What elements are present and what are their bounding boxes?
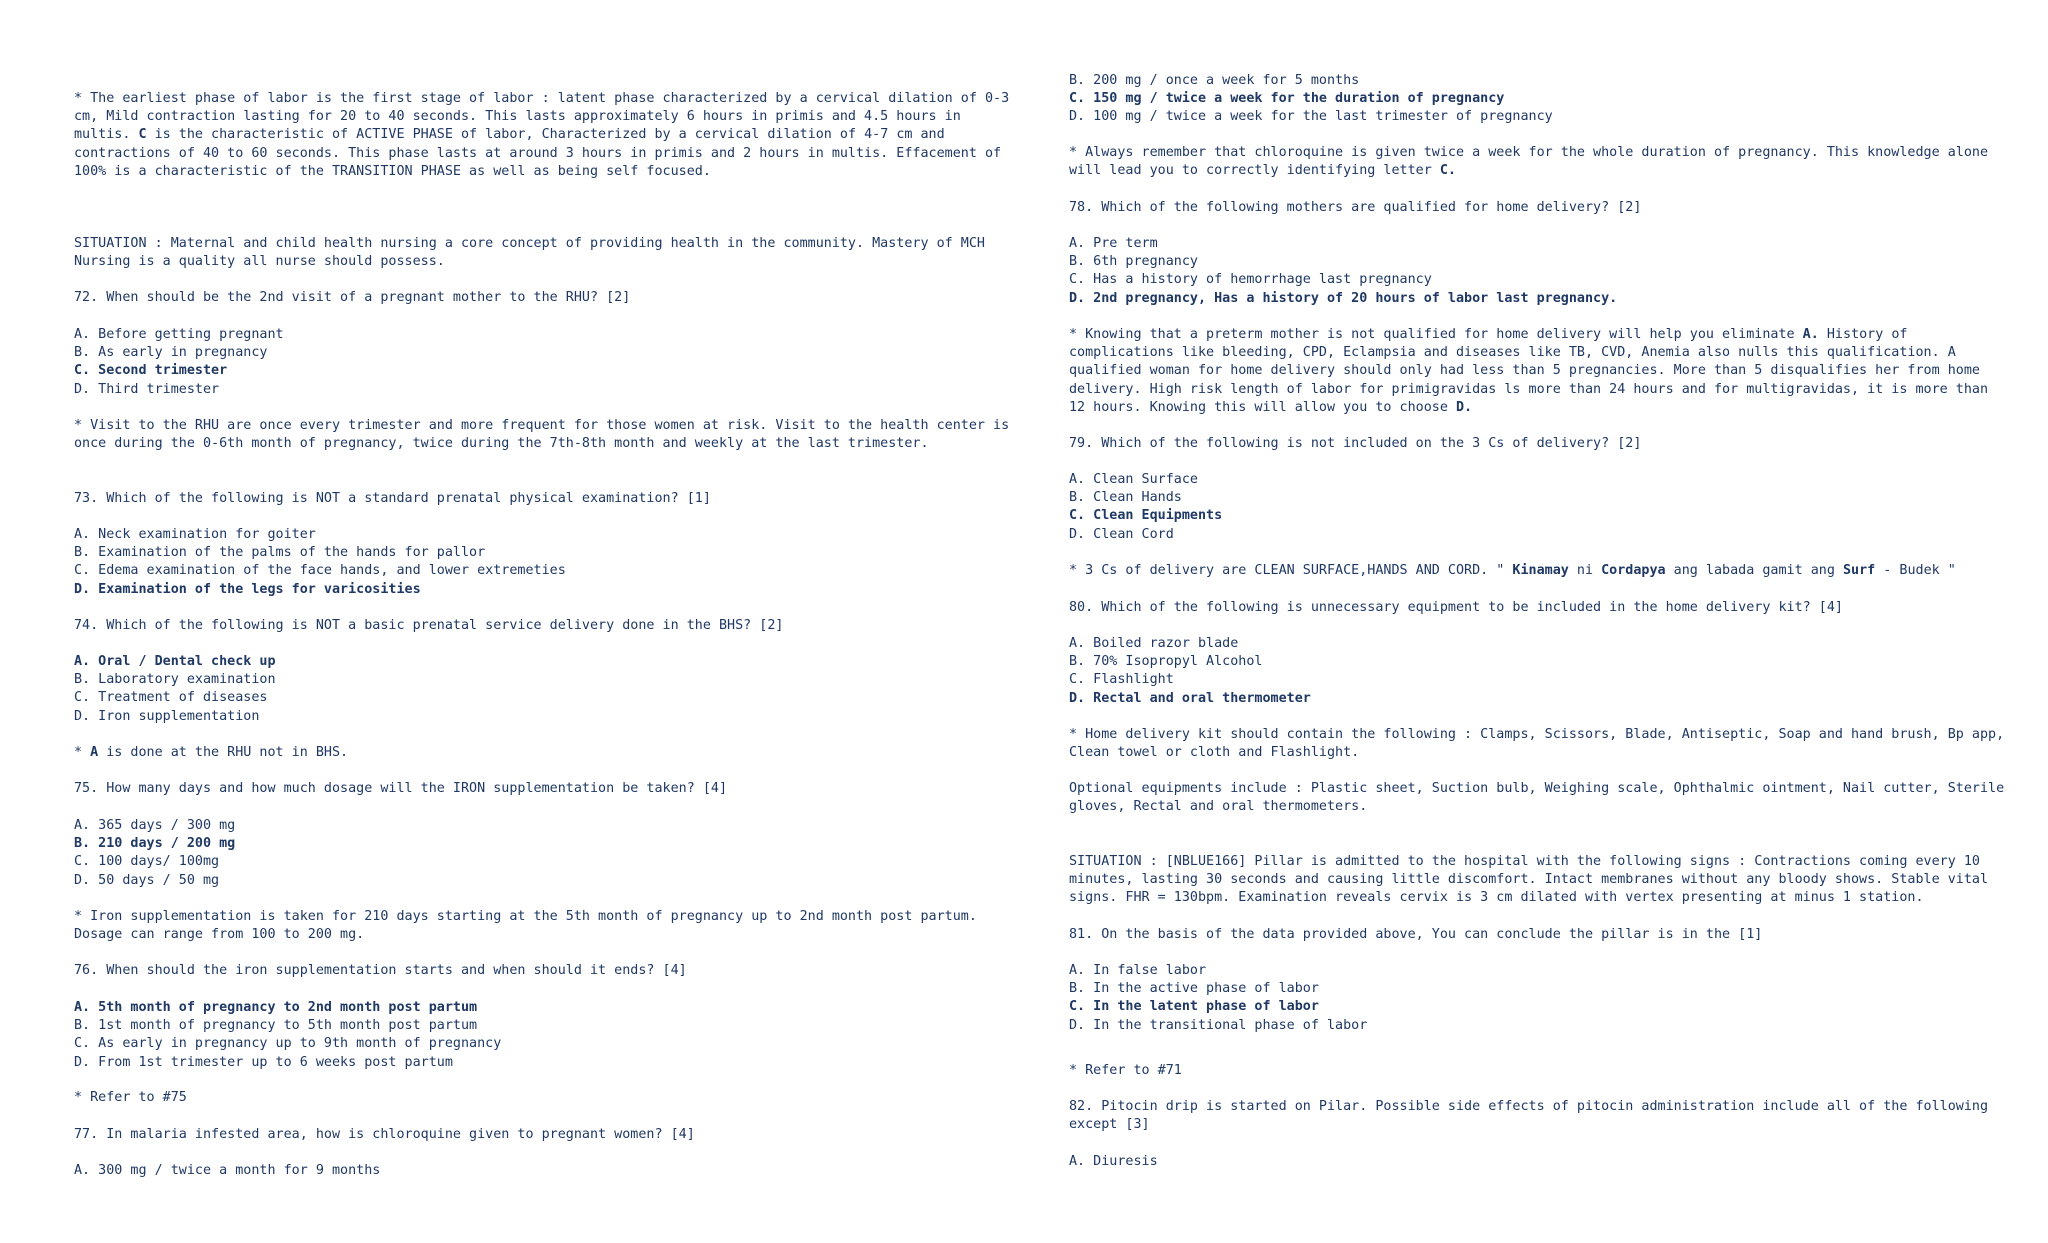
question-79-options: A. Clean Surface B. Clean Hands C. Clean Equipments D. Clean Cord <box>1069 471 1999 544</box>
question-77-options-continued: B. 200 mg / once a week for 5 months C. 150 mg / twice a week for the duration of pregnancy D. 100 mg / twice a week for the last trimester of pregnancy <box>1069 72 1999 127</box>
question-75-options: A. 365 days / 300 mg B. 210 days / 200 mg C. 100 days/ 100mg D. 50 days / 50 mg <box>74 817 994 890</box>
question-79: 79. Which of the following is not included on the 3 Cs of delivery? [2] <box>1069 436 1642 451</box>
correct-answer: B. 210 days / 200 mg <box>74 836 236 852</box>
question-81-rationale: * Refer to #71 <box>1069 1063 1182 1078</box>
question-80-options: A. Boiled razor blade B. 70% Isopropyl Alcohol C. Flashlight D. Rectal and oral thermometer <box>1069 635 1999 708</box>
question-77: 77. In malaria infested area, how is chloroquine given to pregnant women? [4] <box>74 1127 695 1142</box>
question-77-rationale: * Always remember that chloroquine is given twice a week for the whole duration of pregnancy. This knowledge alone will lead you to correctly identifying letter C. <box>1069 145 1989 179</box>
situation-mch: SITUATION : Maternal and child health nursing a core concept of providing health in the community. Mastery of MCH Nursing is a quality all nurse should possess. <box>74 236 985 270</box>
correct-answer: C. 150 mg / twice a week for the duration of pregnancy <box>1069 91 1505 107</box>
question-73: 73. Which of the following is NOT a standard prenatal physical examination? [1] <box>74 491 711 506</box>
question-74: 74. Which of the following is NOT a basic prenatal service delivery done in the BHS? [2] <box>74 618 784 633</box>
question-79-rationale: * 3 Cs of delivery are CLEAN SURFACE,HANDS AND CORD. " Kinamay ni Cordapya ang labada gamit ang Surf - Budek " <box>1069 563 1956 578</box>
question-80: 80. Which of the following is unnecessary equipment to be included in the home delivery kit? [4] <box>1069 600 1843 615</box>
question-72: 72. When should be the 2nd visit of a pregnant mother to the RHU? [2] <box>74 290 631 305</box>
labor-phase-explanation: * The earliest phase of labor is the first stage of labor : latent phase characterized by a cervical dilation of 0-3 cm, Mild contraction lasting for 20 to 40 seconds. This lasts approximately 6 hours in primis and 4.5 hours in multis. C is the characteristic of ACTIVE PHASE of labor, Characterized by a cervical dilation of 4-7 cm and contractions of 40 to 60 seconds. This phase lasts at around 3 hours in primis and 2 hours in multis. Effacement of 100% is a characteristic of the TRANSITION PHASE as well as being self focused. <box>74 91 1010 179</box>
correct-answer: A. 5th month of pregnancy to 2nd month post partum <box>74 1000 478 1015</box>
question-76-options: A. 5th month of pregnancy to 2nd month post partum B. 1st month of pregnancy to 5th month post partum C. As early in pregnancy up to 9th month of pregnancy D. From 1st trimester up to 6 weeks post partum <box>74 999 994 1072</box>
question-81: 81. On the basis of the data provided above, You can conclude the pillar is in the [1] <box>1069 927 1763 942</box>
question-82-options: A. Diuresis <box>1069 1154 1158 1169</box>
question-74-rationale: * A is done at the RHU not in BHS. <box>74 745 349 760</box>
correct-answer: D. Examination of the legs for varicosities <box>74 581 421 597</box>
question-78-rationale: * Knowing that a preterm mother is not qualified for home delivery will help you eliminate A. History of complications like bleeding, CPD, Eclampsia and diseases like TB, CVD, Anemia also nulls this qualification. A qualified woman for home delivery should only had less than 5 pregnancies. More than 5 disqualifies her from home delivery. High risk length of labor for primigravidas ls more than 24 hours and for multigravidas, it is more than 12 hours. Knowing this will allow you to choose D. <box>1069 327 1989 415</box>
question-74-options: A. Oral / Dental check up B. Laboratory examination C. Treatment of diseases D. Iron supplementation <box>74 653 994 726</box>
correct-answer: A. Oral / Dental check up <box>74 654 276 669</box>
question-78-options: A. Pre term B. 6th pregnancy C. Has a history of hemorrhage last pregnancy D. 2nd pregnancy, Has a history of 20 hours of labor last pregnancy. <box>1069 235 1999 308</box>
correct-answer: C. In the latent phase of labor <box>1069 999 1319 1015</box>
question-72-rationale: * Visit to the RHU are once every trimester and more frequent for those women at risk. Visit to the health center is once during the 0-6th month of pregnancy, twice during the 7th-8th month and weekly at the last trimester. <box>74 418 1010 452</box>
question-78: 78. Which of the following mothers are qualified for home delivery? [2] <box>1069 200 1642 215</box>
correct-answer: D. 2nd pregnancy, Has a history of 20 hours of labor last pregnancy. <box>1069 290 1618 306</box>
situation-pillar: SITUATION : [NBLUE166] Pillar is admitted to the hospital with the following signs : Contractions coming every 10 minutes, lasting 30 seconds and causing little discomfort. Intact membranes without any bloody shows. Stable vital signs. FHR = 130bpm. Examination reveals cervix is 3 cm dilated with vertex presenting at minus 1 station. <box>1069 854 1989 906</box>
question-82: 82. Pitocin drip is started on Pilar. Possible side effects of pitocin administration include all of the following except [3] <box>1069 1099 1989 1133</box>
question-77-options: A. 300 mg / twice a month for 9 months <box>74 1163 381 1178</box>
question-76: 76. When should the iron supplementation starts and when should it ends? [4] <box>74 963 687 978</box>
question-81-options: A. In false labor B. In the active phase of labor C. In the latent phase of labor D. In the transitional phase of labor <box>1069 962 1999 1035</box>
question-76-rationale: * Refer to #75 <box>74 1090 187 1105</box>
correct-answer: C. Second trimester <box>74 363 228 379</box>
question-75-rationale: * Iron supplementation is taken for 210 days starting at the 5th month of pregnancy up to 2nd month post partum. Dosage can range from 100 to 200 mg. <box>74 909 977 943</box>
question-72-options: A. Before getting pregnant B. As early in pregnancy C. Second trimester D. Third trimester <box>74 326 994 399</box>
question-75: 75. How many days and how much dosage will the IRON supplementation be taken? [4] <box>74 781 728 796</box>
question-80-rationale: * Home delivery kit should contain the following : Clamps, Scissors, Blade, Antiseptic, Soap and hand brush, Bp app, Clean towel or cloth and Flashlight. <box>1069 727 2005 761</box>
correct-answer: C. Clean Equipments <box>1069 508 1223 524</box>
question-73-options: A. Neck examination for goiter B. Examination of the palms of the hands for pallor C. Edema examination of the face hands, and lower extremeties D. Examination of the legs for varicosities <box>74 526 994 599</box>
correct-answer: D. Rectal and oral thermometer <box>1069 690 1311 706</box>
question-80-optional-note: Optional equipments include : Plastic sheet, Suction bulb, Weighing scale, Ophthalmic ointment, Nail cutter, Sterile gloves, Rectal and oral thermometers. <box>1069 781 2005 815</box>
